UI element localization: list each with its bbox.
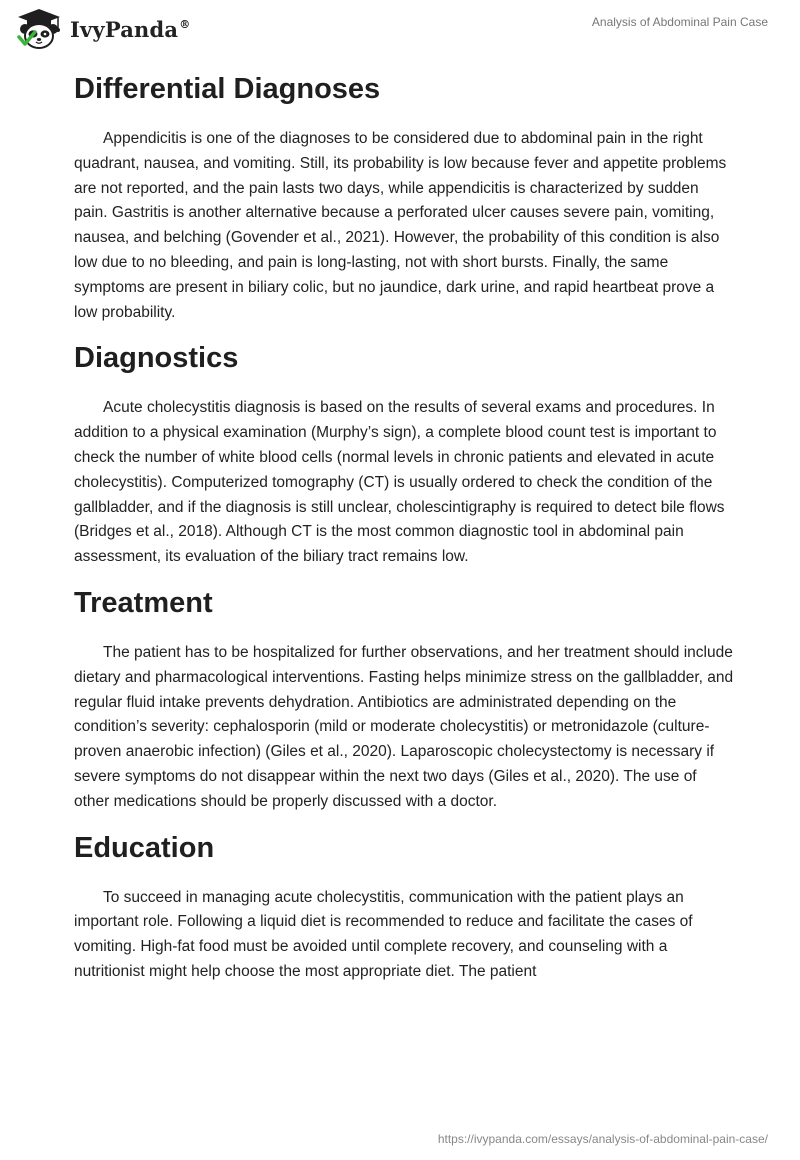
- section-education: [74, 829, 734, 985]
- logo-text: IvyPanda®: [70, 16, 191, 42]
- section-diagnostics: [74, 339, 734, 570]
- panda-graduate-icon: [14, 7, 64, 51]
- essay-content: [74, 70, 734, 985]
- section-paragraph: To succeed in managing acute cholecystitis, communication with the patient plays an important role. Following a liquid diet is recommended to reduce and facilitate the cases of vomiting. High-fat food must be avoided until complete recovery, and counseling with a nutritionist might help choose the most appropriate diet. The patient: [74, 888, 693, 980]
- section-treatment: [74, 584, 734, 815]
- section-paragraph: Appendicitis is one of the diagnoses to be considered due to abdominal pain in the right quadrant, nausea, and vomiting. Still, its probability is low because fever and appetite problems are not reported, and the pain lasts two days, while appendicitis is characterized by sudden pain. Gastritis is another alternative because a perforated ulcer causes severe pain, vomiting, nausea, and belching (Govender et al., 2021). However, the probability of this condition is also low due to no bleeding, and pain is long-lasting, not with short bursts. Finally, the same symptoms are present in biliary colic, but no jaundice, dark urine, and rapid heartbeat prove a low probability.: [74, 130, 727, 321]
- section-heading: Diagnostics: [74, 342, 239, 375]
- running-title: Analysis of Abdominal Pain Case: [591, 15, 768, 29]
- site-logo[interactable]: [14, 7, 190, 51]
- section-heading: Treatment: [74, 586, 213, 619]
- section-heading: Differential Diagnoses: [74, 73, 381, 105]
- section-paragraph: The patient has to be hospitalized for further observations, and her treatment should include dietary and pharmacological interventions. Fasting helps minimize stress on the gallbladder, and regular fluid intake prevents dehydration. Antibiotics are administrated depending on the condition’s severity: cephalosporin (mild or moderate cholecystitis) or metronidazole (culture-proven anaerobic infection) (Giles et al., 2020). Laparoscopic cholecystectomy is necessary if severe symptoms do not disappear within the next two days (Giles et al., 2020). The use of other medications should be properly discussed with a doctor.: [74, 643, 734, 810]
- section-differential-diagnoses: [74, 70, 734, 325]
- page-header: [0, 0, 800, 62]
- section-paragraph: Acute cholecystitis diagnosis is based on the results of several exams and procedures. In addition to a physical examination (Murphy’s sign), a complete blood count test is important to check the number of white blood cells (normal levels in chronic patients and elevated in acute cholecystitis). Computerized tomography (CT) is usually ordered to check the condition of the gallbladder, and if the diagnosis is still unclear, cholescintigraphy is required to detect bile flows (Bridges et al., 2018). Although CT is the most common diagnostic tool in abdominal pain assessment, its evaluation of the biliary tract remains low.: [74, 399, 725, 566]
- registered-mark: ®: [179, 17, 191, 31]
- footer-url-link[interactable]: https://ivypanda.com/essays/analysis-of-abdominal-pain-case/: [437, 1132, 768, 1146]
- section-heading: Education: [74, 831, 215, 864]
